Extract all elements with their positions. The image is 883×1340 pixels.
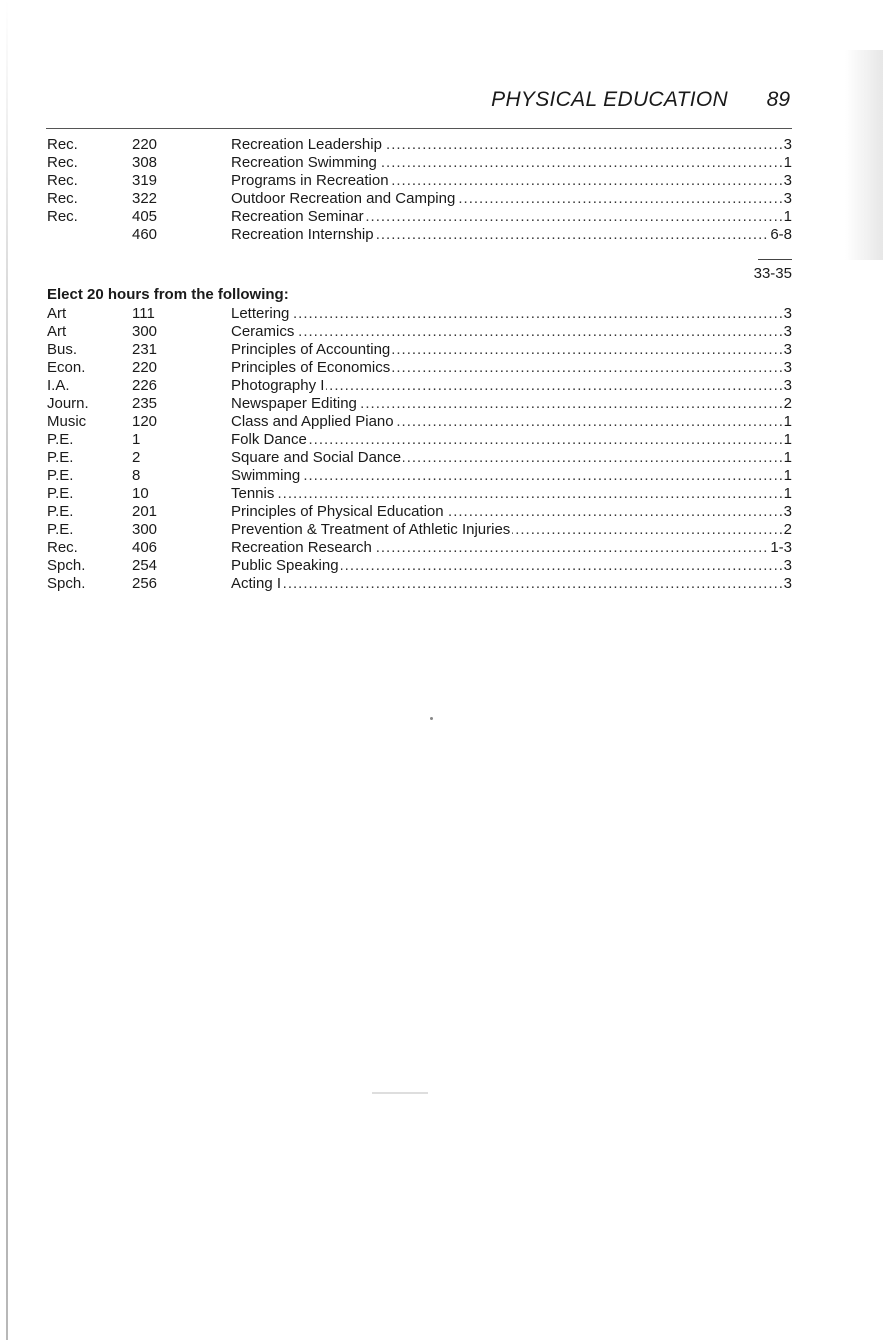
course-credits: 1 <box>783 431 792 448</box>
course-title-leader <box>231 136 792 154</box>
course-title: Recreation Research <box>231 539 372 556</box>
course-credits: 3 <box>783 575 792 592</box>
course-row <box>46 539 792 557</box>
course-title-leader <box>231 190 792 208</box>
course-department: Rec. <box>47 154 78 171</box>
course-row <box>46 359 792 377</box>
course-credits: 3 <box>783 136 792 153</box>
course-title-leader <box>231 557 792 575</box>
course-title-leader <box>231 341 792 359</box>
course-row <box>46 323 792 341</box>
course-number: 111 <box>132 305 155 322</box>
course-department: Bus. <box>47 341 78 358</box>
course-row <box>46 341 792 359</box>
course-number: 10 <box>132 485 149 502</box>
course-credits: 3 <box>783 305 792 322</box>
course-title-leader <box>231 431 792 449</box>
course-title: Newspaper Editing <box>231 395 357 412</box>
course-title: Photography I <box>231 377 325 394</box>
course-row <box>46 485 792 503</box>
running-head-title: PHYSICAL EDUCATION <box>491 88 728 111</box>
course-title-leader <box>231 359 792 377</box>
page-shadow <box>845 50 883 260</box>
course-credits: 2 <box>783 521 792 538</box>
course-title-leader <box>231 521 792 539</box>
course-number: 8 <box>132 467 141 484</box>
page-number: 89 <box>766 88 790 111</box>
course-number: 220 <box>132 359 158 376</box>
course-department: Rec. <box>47 190 78 207</box>
course-row <box>46 305 792 323</box>
total-hours: 33-35 <box>753 265 792 282</box>
elective-heading: Elect 20 hours from the following: <box>47 286 289 303</box>
course-title-leader <box>231 575 792 593</box>
course-title: Principles of Accounting <box>231 341 391 358</box>
course-title: Recreation Internship <box>231 226 374 243</box>
course-title-leader <box>231 395 792 413</box>
total-rule <box>758 259 792 260</box>
course-title: Recreation Leadership <box>231 136 382 153</box>
course-department: P.E. <box>47 485 74 502</box>
course-title-leader <box>231 503 792 521</box>
course-number: 300 <box>132 521 158 538</box>
recreation-course-list <box>46 136 792 244</box>
page-mark <box>372 1092 428 1094</box>
course-credits: 3 <box>783 341 792 358</box>
course-department: Music <box>47 413 87 430</box>
course-title-leader <box>231 305 792 323</box>
course-row <box>46 172 792 190</box>
course-row <box>46 575 792 593</box>
course-credits: 1 <box>783 208 792 225</box>
course-department: P.E. <box>47 467 74 484</box>
course-department: P.E. <box>47 503 74 520</box>
course-row <box>46 226 792 244</box>
course-title: Swimming <box>231 467 301 484</box>
course-number: 256 <box>132 575 158 592</box>
course-credits: 3 <box>783 503 792 520</box>
course-title-leader <box>231 208 792 226</box>
course-title: Square and Social Dance <box>231 449 402 466</box>
course-title: Principles of Physical Education <box>231 503 444 520</box>
page-header <box>46 88 792 120</box>
course-department: Journ. <box>47 395 89 412</box>
course-row <box>46 395 792 413</box>
course-row <box>46 377 792 395</box>
course-credits: 3 <box>783 377 792 394</box>
course-row <box>46 154 792 172</box>
course-number: 120 <box>132 413 158 430</box>
course-credits: 1 <box>783 485 792 502</box>
course-credits: 1 <box>783 467 792 484</box>
course-title: Public Speaking <box>231 557 339 574</box>
course-title: Lettering <box>231 305 290 322</box>
course-credits: 3 <box>783 359 792 376</box>
course-number: 406 <box>132 539 158 556</box>
elective-course-list <box>46 305 792 593</box>
course-title-leader <box>231 172 792 190</box>
course-department: P.E. <box>47 449 74 466</box>
course-department: Art <box>47 323 67 340</box>
course-title-leader <box>231 154 792 172</box>
course-credits: 3 <box>783 323 792 340</box>
course-number: 226 <box>132 377 158 394</box>
course-title-leader <box>231 323 792 341</box>
course-department: Rec. <box>47 172 78 189</box>
course-title: Recreation Swimming <box>231 154 377 171</box>
course-department: P.E. <box>47 521 74 538</box>
course-title: Programs in Recreation <box>231 172 389 189</box>
course-number: 460 <box>132 226 158 243</box>
course-row <box>46 208 792 226</box>
course-row <box>46 467 792 485</box>
course-row <box>46 190 792 208</box>
course-department: Rec. <box>47 539 78 556</box>
course-department: I.A. <box>47 377 70 394</box>
course-department: Spch. <box>47 557 86 574</box>
course-number: 2 <box>132 449 141 466</box>
course-title: Principles of Economics <box>231 359 391 376</box>
course-credits: 1-3 <box>770 539 792 556</box>
binding-edge <box>6 0 8 1340</box>
course-title-leader <box>231 467 792 485</box>
course-row <box>46 521 792 539</box>
course-title: Acting I <box>231 575 282 592</box>
course-department: Spch. <box>47 575 86 592</box>
course-title-leader <box>231 413 792 431</box>
course-title-leader <box>231 449 792 467</box>
course-row <box>46 431 792 449</box>
course-credits: 3 <box>783 172 792 189</box>
course-number: 1 <box>132 431 141 448</box>
course-credits: 6-8 <box>770 226 792 243</box>
course-title-leader <box>231 377 792 395</box>
course-number: 220 <box>132 136 158 153</box>
course-title: Class and Applied Piano <box>231 413 394 430</box>
course-number: 254 <box>132 557 158 574</box>
course-credits: 1 <box>783 413 792 430</box>
course-title: Prevention & Treatment of Athletic Injuries <box>231 521 511 538</box>
course-credits: 2 <box>783 395 792 412</box>
course-title: Folk Dance <box>231 431 307 448</box>
course-department: Rec. <box>47 136 78 153</box>
course-number: 319 <box>132 172 158 189</box>
course-credits: 3 <box>783 557 792 574</box>
page-speck <box>430 717 433 720</box>
course-row <box>46 503 792 521</box>
course-title: Ceramics <box>231 323 295 340</box>
header-rule <box>46 128 792 129</box>
course-row <box>46 449 792 467</box>
course-department: Econ. <box>47 359 86 376</box>
course-title-leader <box>231 226 792 244</box>
course-department: Art <box>47 305 67 322</box>
course-title-leader <box>231 539 792 557</box>
course-row <box>46 136 792 154</box>
course-number: 201 <box>132 503 158 520</box>
course-number: 300 <box>132 323 158 340</box>
course-number: 308 <box>132 154 158 171</box>
course-credits: 1 <box>783 449 792 466</box>
course-row <box>46 557 792 575</box>
course-department: Rec. <box>47 208 78 225</box>
course-number: 405 <box>132 208 158 225</box>
course-number: 231 <box>132 341 158 358</box>
course-title: Tennis <box>231 485 275 502</box>
course-title-leader <box>231 485 792 503</box>
course-number: 322 <box>132 190 158 207</box>
course-credits: 1 <box>783 154 792 171</box>
course-row <box>46 413 792 431</box>
course-department: P.E. <box>47 431 74 448</box>
course-title: Outdoor Recreation and Camping <box>231 190 456 207</box>
course-number: 235 <box>132 395 158 412</box>
course-title: Recreation Seminar <box>231 208 364 225</box>
course-credits: 3 <box>783 190 792 207</box>
